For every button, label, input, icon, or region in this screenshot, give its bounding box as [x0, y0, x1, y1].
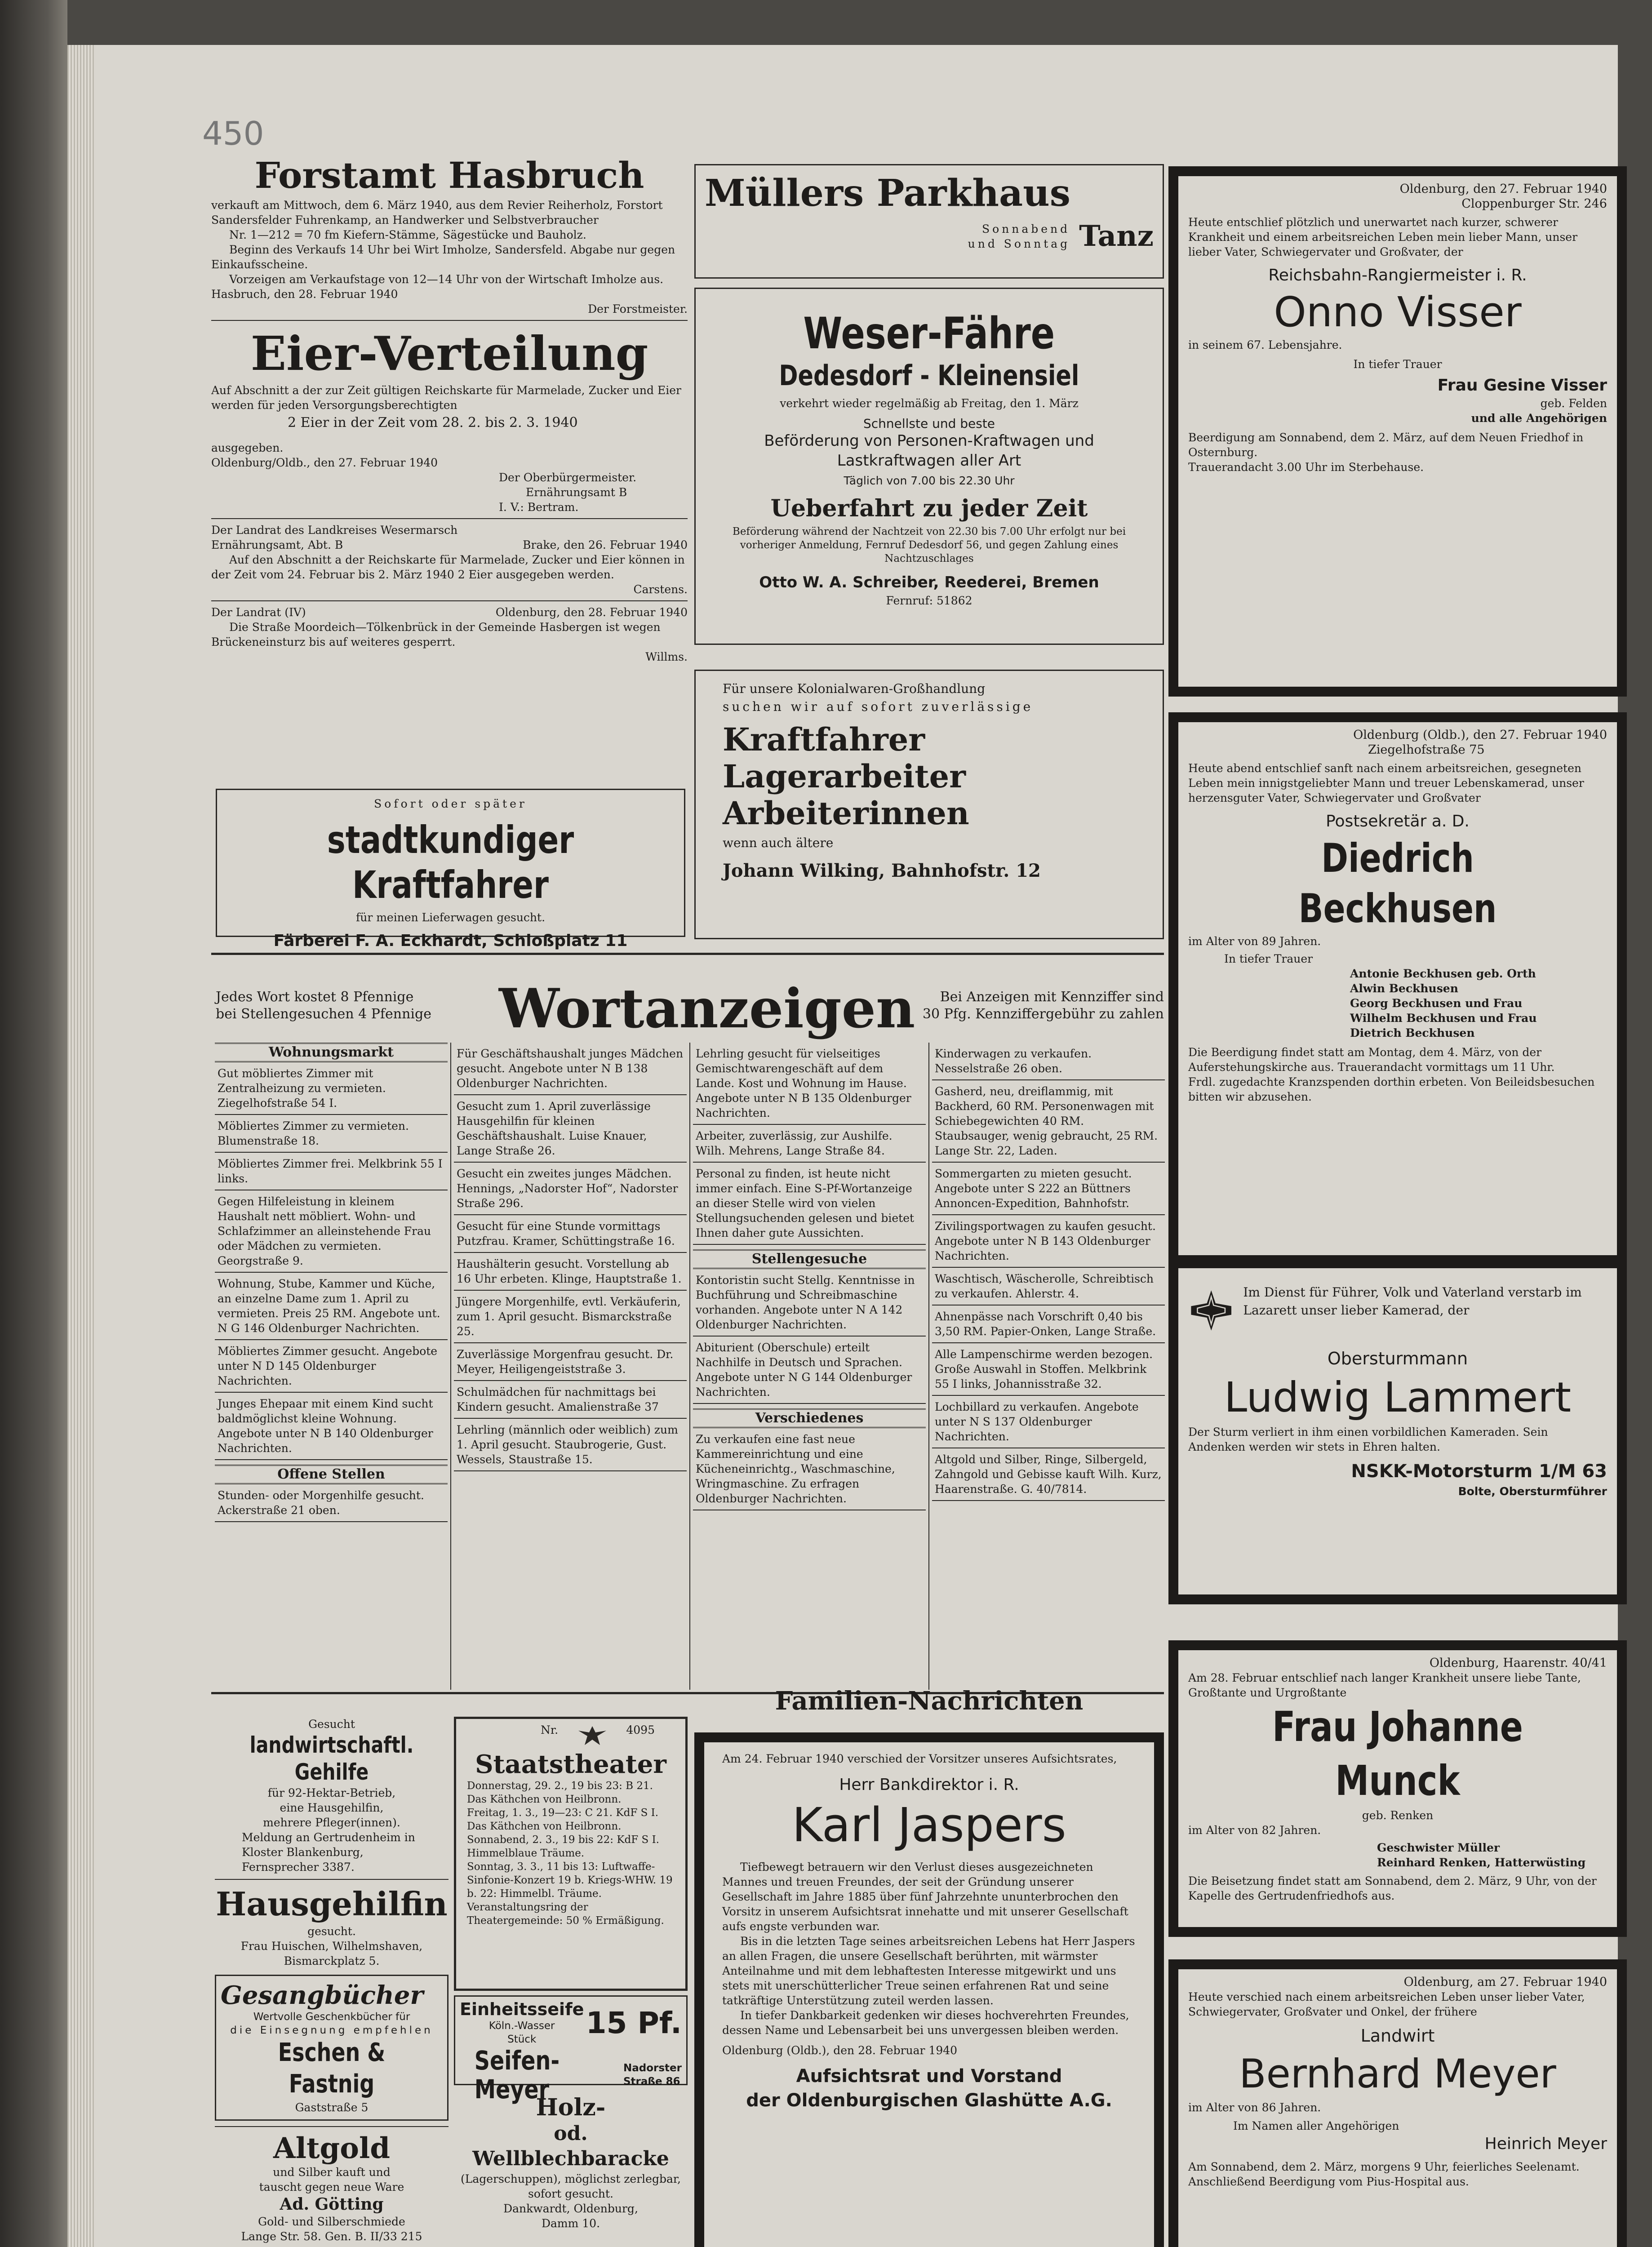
column-rule	[450, 1043, 451, 1690]
landrat1-place: Brake, den 26. Februar 1940	[523, 538, 688, 551]
holz-line-1: Holz-	[536, 2094, 606, 2121]
seife-addr-1: Nadorster	[623, 2062, 682, 2074]
classified-column-1	[215, 1043, 448, 1690]
classified-ad: Zivilingsportwagen zu kaufen gesucht. Angebote unter N B 143 Oldenburger Nachrichten.	[932, 1215, 1165, 1268]
kraftfahrer-sub: für meinen Lieferwagen gesucht.	[355, 911, 546, 924]
visser-family-2: geb. Felden	[1540, 397, 1607, 410]
classified-ad: Gegen Hilfeleistung in kleinem Haushalt nett möbliert. Wohn- und Schlafzimmer an alleinstehende Frau oder Mädchen zu vermieten. Georgstraße 9.	[215, 1190, 448, 1273]
eier-text-2: 2 Eier in der Zeit vom 28. 2. bis 2. 3. 1940	[288, 415, 578, 431]
muellers-days-1: Sonnabend	[981, 222, 1070, 235]
meyer-name: Bernhard Meyer	[1239, 2051, 1556, 2097]
beckhusen-family-member: Dietrich Beckhusen	[1350, 1026, 1475, 1039]
visser-burial: Beerdigung am Sonnabend, dem 2. März, auf dem Neuen Friedhof in Osternburg.	[1188, 431, 1584, 459]
weser-line-3: Beförderung von Personen-Kraftwagen und Lastkraftwagen aller Art	[764, 432, 1094, 470]
meyer-sign: Heinrich Meyer	[1484, 2135, 1607, 2153]
seife-title-1: Einheitsseife	[460, 1999, 584, 2019]
altgold-title: Altgold	[273, 2132, 391, 2165]
divider	[211, 600, 688, 601]
classified-ad: Waschtisch, Wäscherolle, Schreibtisch zu verkaufen. Ahlerstr. 4.	[932, 1268, 1165, 1306]
munck-burial: Die Beisetzung findet statt am Sonnabend, dem 2. März, 9 Uhr, von der Kapelle des Gertrudenfriedhofs aus.	[1188, 1874, 1597, 1902]
weser-owner: Otto W. A. Schreiber, Reederei, Bremen	[759, 573, 1099, 591]
meyer-text: Heute verschied nach einem arbeitsreichen Leben unser lieber Vater, Schwiegervater, Großvater und Onkel, der frühere	[1188, 1990, 1585, 2018]
kolonial-ad	[694, 670, 1164, 939]
divider	[211, 518, 688, 519]
munck-family-2: Reinhard Renken, Hatterwüsting	[1377, 1856, 1586, 1869]
classified-ad: Gut möbliertes Zimmer mit Zentralheizung zu vermieten. Ziegelhofstraße 54 I.	[215, 1062, 448, 1115]
seife-title-3: Stück	[507, 2034, 537, 2045]
munck-born: geb. Renken	[1362, 1809, 1434, 1822]
gesangbuecher-line-2: die Einsegnung empfehlen	[230, 2025, 433, 2036]
altgold-line-2: tauscht gegen neue Ware	[259, 2180, 404, 2194]
jaspers-line-2: Tiefbewegt betrauern wir den Verlust dieses ausgezeichneten Mannes und treuen Freundes, der seit der Gründung unserer Gesellschaft im Jahre 1885 über fünf Jahrzehnte ununterbrochen den Vorsitz in unserem Aufsichtsrat innehatte und mit unserer Gesellschaft aufs engste verbunden war.	[722, 1861, 1128, 1933]
forstamt-text-3: Beginn des Verkaufs 14 Uhr bei Wirt Imholze, Sandersfeld. Abgabe nur gegen Einkaufsscheine.	[211, 243, 675, 271]
eier-sign-2: Ernährungsamt B	[526, 486, 627, 499]
jaspers-name: Karl Jaspers	[792, 1798, 1066, 1852]
seife-row	[460, 1999, 682, 2046]
classified-ad: Zuverlässige Morgenfrau gesucht. Dr. Meyer, Heiligengeiststraße 3.	[454, 1343, 687, 1381]
gehilfe-line-1: für 92-Hektar-Betrieb,	[267, 1786, 396, 1799]
muellers-tanz: Tanz	[1079, 219, 1154, 253]
wort-left-1: Jedes Wort kostet 8 Pfennige	[216, 989, 414, 1005]
classified-ad: Altgold und Silber, Ringe, Silbergeld, Zahngold und Gebisse kauft Wilh. Kurz, Haarenstraße. G. 40/7814.	[932, 1448, 1165, 1501]
classified-ad: Junges Ehepaar mit einem Kind sucht baldmöglichst kleine Wohnung. Angebote unter N B 140 Oldenburger Nachrichten.	[215, 1393, 448, 1460]
beckhusen-text: Heute abend entschlief sanft nach einem arbeitsreichen, gesegneten Leben mein innigstgeliebter Mann und treuer Lebenskamerad, unser herzensguter Vater, Schwiegervater und Großvater	[1188, 762, 1584, 804]
jaspers-obituary	[694, 1732, 1164, 2247]
staatstheater-top	[460, 1723, 682, 1750]
visser-age: in seinem 67. Lebensjahre.	[1188, 338, 1342, 351]
landrat1-header	[211, 537, 688, 552]
weser-line-1: verkehrt wieder regelmäßig ab Freitag, den 1. März	[780, 397, 1079, 410]
weser-line-2: Schnellste und beste	[863, 416, 995, 431]
seife-firm: Seifen-Meyer	[474, 2045, 560, 2105]
obituary-visser	[1168, 166, 1627, 697]
kolonial-title-3: Arbeiterinnen	[723, 795, 969, 832]
beckhusen-addr: Ziegelhofstraße 75	[1368, 743, 1485, 757]
kolonial-line-1: Für unsere Kolonialwaren-Großhandlung	[723, 681, 986, 696]
meyer-burial: Am Sonnabend, dem 2. März, morgens 9 Uhr, feierliches Seelenamt. Anschließend Beerdigung vom Pius-Hospital aus.	[1188, 2160, 1580, 2188]
classified-ad: Haushälterin gesucht. Vorstellung ab 16 Uhr erbeten. Klinge, Hauptstraße 1.	[454, 1253, 687, 1291]
kolonial-title-2: Lagerarbeiter	[723, 758, 966, 795]
gehilfe-title: landwirtschaftl. Gehilfe	[249, 1732, 414, 1785]
wort-right-1: Bei Anzeigen mit Kennziffer sind	[940, 989, 1164, 1005]
forstamt-title: Forstamt Hasbruch	[254, 154, 644, 196]
section-divider	[211, 953, 1164, 955]
beckhusen-family-member: Wilhelm Beckhusen und Frau	[1350, 1012, 1537, 1025]
classified-ad: Kinderwagen zu verkaufen. Nesselstraße 26 oben.	[932, 1043, 1165, 1080]
gesangbuecher-ad	[215, 1975, 449, 2121]
altgold-line-4: Lange Str. 58. Gen. B. II/33 215	[241, 2230, 422, 2243]
lammert-name: Ludwig Lammert	[1224, 1373, 1572, 1421]
classified-ad: Gasherd, neu, dreiflammig, mit Backherd, 60 RM. Personenwagen mit Schiebegewichten 40 RM. Staubsauger, wenig gebraucht, 25 RM. Lange Str. 22, Laden.	[932, 1080, 1165, 1163]
classified-ad: Jüngere Morgenhilfe, evtl. Verkäuferin, zum 1. April gesucht. Bismarckstraße 25.	[454, 1291, 687, 1343]
muellers-title: Müllers Parkhaus	[705, 172, 1070, 215]
visser-name: Onno Visser	[1274, 288, 1522, 336]
classified-ad: Möbliertes Zimmer zu vermieten. Blumenstraße 18.	[215, 1115, 448, 1153]
forstamt-date: Hasbruch, den 28. Februar 1940	[211, 288, 398, 301]
eagle-emblem-icon	[577, 1723, 608, 1750]
gehilfe-line-4: Meldung an Gertrudenheim in Kloster Blankenburg, Fernsprecher 3387.	[242, 1831, 415, 1874]
beckhusen-family-member: Alwin Beckhusen	[1350, 982, 1458, 995]
holz-baracke-ad	[454, 2094, 688, 2247]
weser-big: Ueberfahrt zu jeder Zeit	[770, 495, 1088, 522]
page-edge-stack	[67, 45, 94, 2247]
jaspers-sign-2: der Oldenburgischen Glashütte A.G.	[746, 2090, 1112, 2111]
wortanzeigen-header	[211, 977, 1168, 1040]
classified-ad: Kontoristin sucht Stellg. Kenntnisse in Buchführung und Schreibmaschine vorhanden. Angebote unter N A 142 Oldenburger Nachrichten.	[693, 1269, 926, 1337]
weser-faehre-ad	[694, 288, 1164, 645]
lower-left-ads	[215, 1717, 449, 2247]
classified-ad: Stunden- oder Morgenhilfe gesucht. Ackerstraße 21 oben.	[215, 1484, 448, 1522]
visser-trauer: In tiefer Trauer	[1353, 358, 1442, 371]
classified-column-4	[932, 1043, 1165, 1690]
kolonial-title-1: Kraftfahrer	[723, 721, 925, 758]
classified-ad: Lehrling (männlich oder weiblich) zum 1. April gesucht. Staubrogerie, Gust. Wessels, Staustraße 15.	[454, 1419, 687, 1471]
classified-ad: Ahnenpässe nach Vorschrift 0,40 bis 3,50 RM. Papier-Onken, Lange Straße.	[932, 1306, 1165, 1343]
holz-line-4: Dankwardt, Oldenburg,	[503, 2202, 638, 2215]
weser-phone: Fernruf: 51862	[886, 594, 973, 607]
beckhusen-name: Diedrich Beckhusen	[1298, 835, 1497, 932]
munck-text: Am 28. Februar entschlief nach langer Krankheit unsere liebe Tante, Großtante und Urgroßtante	[1188, 1671, 1581, 1699]
divider	[215, 1879, 449, 1880]
theater-line: Sonntag, 3. 3., 11 bis 13: Luftwaffe-Sinfonie-Konzert 19 b. Kriegs-WHW. 19 b. 22: Himmelbl. Träume.	[467, 1861, 673, 1900]
jaspers-sign-1: Aufsichtsrat und Vorstand	[796, 2066, 1062, 2087]
hausgehilfin-title: Hausgehilfin	[216, 1885, 448, 1923]
altgold-firm: Ad. Götting	[280, 2195, 384, 2214]
weser-route: Dedesdorf - Kleinensiel	[779, 359, 1079, 392]
seife-price: 15 Pf.	[586, 2005, 682, 2040]
weser-line-5: Beförderung während der Nachtzeit von 22.30 bis 7.00 Uhr erfolgt nur bei vorheriger Anmeldung, Fernruf Dedesdorf 56, und gegen Zahlung eines Nachtzuschlages	[732, 526, 1126, 564]
classified-ad: Wohnung, Stube, Kammer und Küche, an einzelne Dame zum 1. April zu vermieten. Preis 25 RM. Angebote unt. N G 146 Oldenburger Nachrichten.	[215, 1273, 448, 1340]
lammert-text-2: Der Sturm verliert in ihm einen vorbildlichen Kameraden. Sein Andenken werden wir stets in Ehren halten.	[1188, 1425, 1548, 1453]
visser-rank: Reichsbahn-Rangiermeister i. R.	[1268, 266, 1527, 284]
landrat2-line-1: Der Landrat (IV)	[211, 606, 306, 619]
staatstheater-title: Staatstheater	[475, 1750, 666, 1779]
beckhusen-family-member: Georg Beckhusen und Frau	[1350, 997, 1523, 1010]
gehilfe-line-3: mehrere Pfleger(innen).	[263, 1816, 400, 1829]
altgold-line-1: und Silber kauft und	[273, 2166, 391, 2179]
theater-line: Freitag, 1. 3., 19—23: C 21. KdF S I. Das Käthchen von Heilbronn.	[467, 1807, 659, 1832]
visser-andacht: Trauerandacht 3.00 Uhr im Sterbehause.	[1188, 461, 1424, 474]
visser-addr: Cloppenburger Str. 246	[1461, 197, 1607, 211]
staatstheater-num: 4095	[626, 1723, 655, 1736]
eier-sign-1: Der Oberbürgermeister.	[499, 471, 637, 484]
eier-title: Eier-Verteilung	[250, 326, 648, 381]
kraftfahrer-title: stadtkundiger Kraftfahrer	[327, 818, 574, 907]
beckhusen-burial: Die Beerdigung findet statt am Montag, dem 4. März, von der Auferstehungskirche aus. Trauerandacht vormittags um 11 Uhr.	[1188, 1046, 1555, 1074]
divider	[211, 320, 688, 321]
classified-ad: Gesucht zum 1. April zuverlässige Hausgehilfin für kleinen Geschäftshaushalt. Luise Knauer, Lange Straße 26.	[454, 1095, 687, 1163]
gesangbuecher-title: Gesangbücher	[221, 1981, 423, 2010]
landrat1-text: Auf den Abschnitt a der Reichskarte für Marmelade, Zucker und Eier können in der Zeit vom 24. Februar bis 2. März 1940 2 Eier ausgegeben werden.	[211, 553, 685, 581]
visser-place: Oldenburg, den 27. Februar 1940	[1399, 182, 1607, 196]
beckhusen-age: im Alter von 89 Jahren.	[1188, 935, 1321, 948]
jaspers-line-3: Bis in die letzten Tage seines arbeitsreichen Lebens hat Herr Jaspers an allen Fragen, die unsere Gesellschaft berührten, mit wärmster Anteilnahme und mit dem lebhaftesten Interesse mitgewirkt und uns stets mit unerschütterlicher Treue seinen erfahrenen Rat und seine tatkräftige Unterstützung zuteil werden lassen.	[722, 1935, 1135, 2007]
classified-ad: Gesucht für eine Stunde vormittags Putzfrau. Kramer, Schüttingstraße 16.	[454, 1215, 687, 1253]
muellers-days-2: und Sonntag	[968, 237, 1070, 250]
muellers-ad	[694, 164, 1164, 279]
munck-place: Oldenburg, Haarenstr. 40/41	[1429, 1656, 1607, 1670]
obituary-munck	[1168, 1640, 1627, 1937]
landrat1-signature: Carstens.	[633, 583, 688, 596]
eier-text-1: Auf Abschnitt a der zur Zeit gültigen Reichskarte für Marmelade, Zucker und Eier werden für jeden Versorgungsberechtigten	[211, 384, 681, 412]
verschiedenes-heading: Verschiedenes	[693, 1408, 926, 1428]
classified-ad: Sommergarten zu mieten gesucht. Angebote unter S 222 an Büttners Annoncen-Expedition, Bahnhofstr.	[932, 1163, 1165, 1215]
hausgehilfin-line-2: Frau Huischen, Wilhelmshaven,	[240, 1940, 423, 1953]
forstamt-text-2: Nr. 1—212 = 70 fm Kiefern-Stämme, Sägestücke und Bauholz.	[229, 228, 586, 241]
jaspers-line-4: In tiefer Dankbarkeit gedenken wir dieses hochverehrten Freundes, dessen Name und Lebensarbeit bei uns unvergessen bleiben werden.	[722, 2009, 1129, 2037]
book-spine	[0, 0, 67, 2247]
eier-date: Oldenburg/Oldb., den 27. Februar 1940	[211, 456, 438, 469]
hausgehilfin-line-3: Bismarckplatz 5.	[284, 1954, 380, 1967]
theater-line: Veranstaltungsring der Theatergemeinde: 50 % Ermäßigung.	[467, 1901, 664, 1927]
landrat1-line-2: Ernährungsamt, Abt. B	[211, 538, 343, 551]
visser-text: Heute entschlief plötzlich und unerwartet nach kurzer, schwerer Krankheit und einem arbeitsreichen Leben mein lieber Mann, unser lieber Vater, Schwiegervater und Großvater, der	[1188, 216, 1578, 258]
meyer-place: Oldenburg, am 27. Februar 1940	[1403, 1975, 1607, 1989]
hausgehilfin-line-1: gesucht.	[307, 1925, 356, 1938]
classified-ad: Personal zu finden, ist heute nicht immer einfach. Eine S-Pf-Wortanzeige an dieser Stelle wird von vielen Stellungsuchenden gelesen und bietet Ihnen daher gute Aussichten.	[693, 1163, 926, 1245]
visser-family-3: und alle Angehörigen	[1471, 412, 1607, 425]
forstamt-text-1: verkauft am Mittwoch, dem 6. März 1940, aus dem Revier Reiherholz, Forstort Sandersfelder Fuhrenkamp, an Handwerker und Selbstverbraucher	[211, 199, 663, 226]
eier-text-3: ausgegeben.	[211, 441, 284, 454]
altgold-line-3: Gold- und Silberschmiede	[258, 2215, 405, 2228]
obituary-lammert	[1168, 1258, 1627, 1604]
staatstheater-nr: Nr.	[541, 1723, 559, 1736]
gesangbuecher-line-1: Wertvolle Geschenkbücher für	[253, 2011, 410, 2023]
kolonial-firm: Johann Wilking, Bahnhofstr. 12	[723, 860, 1041, 881]
weser-title: Weser-Fähre	[803, 308, 1055, 359]
jaspers-line-1: Am 24. Februar 1940 verschied der Vorsitzer unseres Aufsichtsrates,	[722, 1752, 1117, 1765]
kolonial-line-2: suchen wir auf sofort zuverlässige	[723, 699, 1034, 714]
forstamt-text-4: Vorzeigen am Verkaufstage von 12—14 Uhr von der Wirtschaft Imholze aus.	[229, 273, 664, 286]
muellers-days-row	[705, 219, 1154, 253]
munck-age: im Alter von 82 Jahren.	[1188, 1824, 1321, 1837]
landrat2-signature: Willms.	[645, 650, 688, 663]
classified-ad: Schulmädchen für nachmittags bei Kindern gesucht. Amalienstraße 37	[454, 1381, 687, 1419]
visser-family-1: Frau Gesine Visser	[1437, 376, 1607, 395]
classified-ad: Lehrling gesucht für vielseitiges Gemischtwarengeschäft auf dem Lande. Kost und Wohnung im Hause. Angebote unter N B 135 Oldenburger Nachrichten.	[693, 1043, 926, 1125]
lammert-top	[1188, 1274, 1607, 1346]
iron-cross-icon	[1188, 1274, 1234, 1346]
wort-left-2: bei Stellengesuchen 4 Pfennige	[216, 1006, 431, 1022]
classified-column-3	[693, 1043, 926, 1690]
classified-ad: Gesucht ein zweites junges Mädchen. Hennings, „Nadorster Hof“, Nadorster Straße 296.	[454, 1163, 687, 1215]
landrat1-line-1: Der Landrat des Landkreises Wesermarsch	[211, 524, 458, 537]
lammert-text: Im Dienst für Führer, Volk und Vaterland verstarb im Lazarett unser lieber Kamerad, der	[1243, 1285, 1582, 1318]
page-number: 450	[202, 115, 264, 152]
munck-family-1: Geschwister Müller	[1377, 1841, 1500, 1854]
munck-name: Frau Johanne Munck	[1272, 1703, 1523, 1805]
kolonial-line-3: wenn auch ältere	[723, 835, 834, 850]
meyer-rank: Landwirt	[1360, 2026, 1435, 2046]
gehilfe-top: Gesucht	[308, 1718, 355, 1731]
offene-stellen-heading: Offene Stellen	[215, 1465, 448, 1484]
classified-ad: Arbeiter, zuverlässig, zur Aushilfe. Wilh. Mehrens, Lange Straße 84.	[693, 1125, 926, 1163]
classified-ad: Möbliertes Zimmer frei. Melkbrink 55 I links.	[215, 1153, 448, 1190]
wortanzeigen-title: Wortanzeigen	[499, 977, 915, 1040]
divider	[215, 2126, 449, 2127]
kraftfahrer-ad	[216, 789, 685, 950]
lammert-rank: Obersturmmann	[1327, 1349, 1468, 1368]
column-rule	[689, 1043, 690, 1690]
holz-line-3: (Lagerschuppen), möglichst zerlegbar, sofort gesucht.	[460, 2172, 681, 2200]
jaspers-date: Oldenburg (Oldb.), den 28. Februar 1940	[722, 2044, 958, 2057]
classified-ad: Alle Lampenschirme werden bezogen. Große Auswahl in Stoffen. Melkbrink 55 I links, Johannisstraße 32.	[932, 1343, 1165, 1396]
forstamt-signature: Der Forstmeister.	[588, 302, 688, 315]
eier-sign-3: I. V.: Bertram.	[499, 501, 579, 514]
wort-right-2: 30 Pfg. Kennziffergebühr zu zahlen	[922, 1006, 1164, 1022]
classified-ad: Für Geschäftshaushalt junges Mädchen gesucht. Angebote unter N B 138 Oldenburger Nachrichten.	[454, 1043, 687, 1095]
familien-heading: Familien-Nachrichten	[775, 1686, 1084, 1716]
seife-addr-2: Straße 86	[623, 2076, 680, 2087]
holz-line-5: Damm 10.	[541, 2217, 600, 2230]
landrat2-text: Die Straße Moordeich—Tölkenbrück in der Gemeinde Hasbergen ist wegen Brückeneinsturz bis auf weiteres gesperrt.	[211, 621, 661, 648]
classified-ad: Lochbillard zu verkaufen. Angebote unter N S 137 Oldenburger Nachrichten.	[932, 1396, 1165, 1448]
kraftfahrer-top: Sofort oder später	[374, 797, 527, 810]
meyer-trauer: Im Namen aller Angehörigen	[1233, 2119, 1399, 2132]
jaspers-rank: Herr Bankdirektor i. R.	[839, 1776, 1019, 1794]
gehilfe-line-2: eine Hausgehilfin,	[280, 1801, 384, 1814]
obituary-meyer	[1168, 1959, 1627, 2247]
landrat2-place: Oldenburg, den 28. Februar 1940	[495, 606, 688, 619]
seifen-meyer-ad	[454, 1995, 688, 2105]
landrat2-header	[211, 605, 688, 620]
beckhusen-rank: Postsekretär a. D.	[1326, 812, 1470, 830]
beckhusen-trauer: In tiefer Trauer	[1224, 952, 1313, 965]
beckhusen-place: Oldenburg (Oldb.), den 27. Februar 1940	[1353, 728, 1607, 742]
classified-ad: Abiturient (Oberschule) erteilt Nachhilfe in Deutsch und Sprachen. Angebote unter N G 144 Oldenburger Nachrichten.	[693, 1337, 926, 1404]
classified-column-2	[454, 1043, 687, 1690]
classified-ad: Zu verkaufen eine fast neue Kammereinrichtung und eine Kücheneinrichtg., Waschmaschine, Wringmaschine. Zu erfragen Oldenburger Nachrichten.	[693, 1428, 926, 1510]
wohnungsmarkt-heading: Wohnungsmarkt	[215, 1043, 448, 1062]
staatstheater-ad	[454, 1717, 688, 1991]
meyer-age: im Alter von 86 Jahren.	[1188, 2101, 1321, 2114]
kraftfahrer-firm: Färberei F. A. Eckhardt, Schloßplatz 11	[273, 932, 628, 950]
theater-line: Sonnabend, 2. 3., 19 bis 22: KdF S I. Himmelblaue Träume.	[467, 1834, 659, 1859]
stellengesuche-heading: Stellengesuche	[693, 1249, 926, 1269]
column-rule	[928, 1043, 929, 1690]
gesangbuecher-addr: Gaststraße 5	[295, 2101, 369, 2114]
gesangbuecher-firm: Eschen & Fastnig	[278, 2038, 386, 2099]
beckhusen-note: Frdl. zugedachte Kranzspenden dorthin erbeten. Von Beileidsbesuchen bitten wir abzusehen.	[1188, 1075, 1595, 1103]
theater-line: Donnerstag, 29. 2., 19 bis 23: B 21. Das Käthchen von Heilbronn.	[467, 1780, 653, 1805]
holz-line-2: od. Wellblechbaracke	[472, 2122, 669, 2170]
lammert-unit: NSKK-Motorsturm 1/M 63	[1351, 1461, 1607, 1482]
classified-ad: Möbliertes Zimmer gesucht. Angebote unter N D 145 Oldenburger Nachrichten.	[215, 1340, 448, 1393]
lammert-sign: Bolte, Obersturmführer	[1458, 1485, 1607, 1498]
obituary-beckhusen	[1168, 712, 1627, 1265]
weser-line-4: Täglich von 7.00 bis 22.30 Uhr	[844, 474, 1015, 487]
seife-title-2: Köln.-Wasser	[488, 2020, 555, 2032]
beckhusen-family-member: Antonie Beckhusen geb. Orth	[1350, 967, 1536, 980]
